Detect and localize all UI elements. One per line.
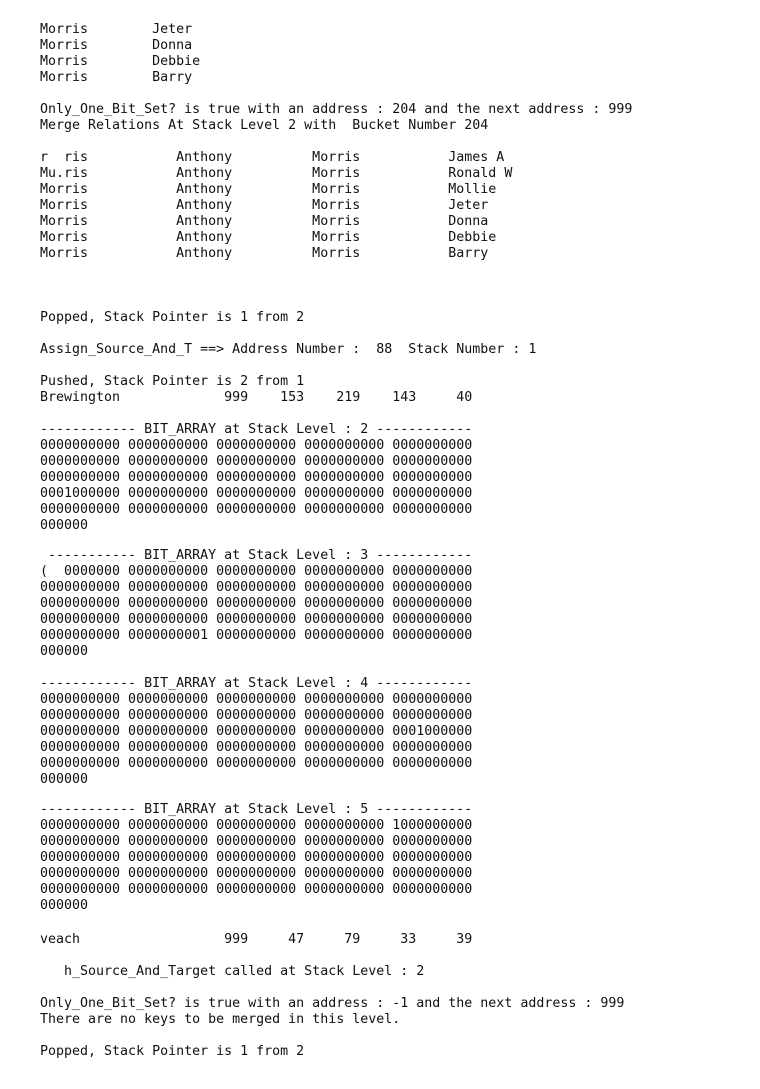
merged-row-3: Morris Anthony Morris Mollie bbox=[40, 182, 497, 197]
merged-row-2: Mu.ris Anthony Morris Ronald W bbox=[40, 166, 513, 181]
name-row-4: Morris Barry bbox=[40, 70, 193, 85]
record-brewington: Brewington 999 153 219 143 40 bbox=[40, 390, 473, 405]
merged-row-4: Morris Anthony Morris Jeter bbox=[40, 198, 489, 213]
bit-array-3-header: ----------- BIT_ARRAY at Stack Level : 3 ------------ bbox=[40, 548, 473, 563]
bit-array-5-row: 0000000000 0000000000 0000000000 0000000000 1000000000 bbox=[40, 818, 473, 833]
bit-array-3-row: 0000000000 0000000000 0000000000 0000000000 0000000000 bbox=[40, 580, 473, 595]
no-keys-message: There are no keys to be merged in this level. bbox=[40, 1012, 401, 1027]
bit-array-2-header: ------------ BIT_ARRAY at Stack Level : 2 ------------ bbox=[40, 422, 473, 437]
bit-array-5-row: 0000000000 0000000000 0000000000 0000000000 0000000000 bbox=[40, 866, 473, 881]
bit-array-4-header: ------------ BIT_ARRAY at Stack Level : 4 ------------ bbox=[40, 676, 473, 691]
bit-array-2-tail: 000000 bbox=[40, 518, 89, 533]
bit-set-message: Only_One_Bit_Set? is true with an address : 204 and the next address : 999 bbox=[40, 102, 633, 117]
bit-array-5-tail: 000000 bbox=[40, 898, 89, 913]
bit-array-5-row: 0000000000 0000000000 0000000000 0000000000 0000000000 bbox=[40, 850, 473, 865]
bit-array-4-row: 0000000000 0000000000 0000000000 0000000000 0000000000 bbox=[40, 692, 473, 707]
bit-array-2-row: 0000000000 0000000000 0000000000 0000000000 0000000000 bbox=[40, 438, 473, 453]
pushed-message: Pushed, Stack Pointer is 2 from 1 bbox=[40, 374, 305, 389]
bit-array-2-row: 0001000000 0000000000 0000000000 0000000000 0000000000 bbox=[40, 486, 473, 501]
merge-message: Merge Relations At Stack Level 2 with Bucket Number 204 bbox=[40, 118, 489, 133]
source-target-message: h_Source_And_Target called at Stack Level : 2 bbox=[40, 964, 425, 979]
bit-array-5-row: 0000000000 0000000000 0000000000 0000000000 0000000000 bbox=[40, 834, 473, 849]
bit-array-3-row: 0000000000 0000000000 0000000000 0000000000 0000000000 bbox=[40, 612, 473, 627]
popped-message-2: Popped, Stack Pointer is 1 from 2 bbox=[40, 1044, 305, 1059]
merged-row-7: Morris Anthony Morris Barry bbox=[40, 246, 489, 261]
name-row-1: Morris Jeter bbox=[40, 22, 193, 37]
bit-array-3-row: ( 0000000 0000000000 0000000000 0000000000 0000000000 bbox=[40, 564, 473, 579]
record-veach: veach 999 47 79 33 39 bbox=[40, 932, 473, 947]
name-row-3: Morris Debbie bbox=[40, 54, 201, 69]
bit-array-4-row: 0000000000 0000000000 0000000000 0000000000 0001000000 bbox=[40, 724, 473, 739]
bit-array-4-row: 0000000000 0000000000 0000000000 0000000000 0000000000 bbox=[40, 756, 473, 771]
bit-array-2-row: 0000000000 0000000000 0000000000 0000000000 0000000000 bbox=[40, 470, 473, 485]
merged-row-1: r ris Anthony Morris James A bbox=[40, 150, 505, 165]
merged-row-6: Morris Anthony Morris Debbie bbox=[40, 230, 497, 245]
bit-array-3-row: 0000000000 0000000000 0000000000 0000000000 0000000000 bbox=[40, 596, 473, 611]
merged-row-5: Morris Anthony Morris Donna bbox=[40, 214, 489, 229]
bit-array-3-row: 0000000000 0000000001 0000000000 0000000000 0000000000 bbox=[40, 628, 473, 643]
bit-set-message-2: Only_One_Bit_Set? is true with an address : -1 and the next address : 999 bbox=[40, 996, 625, 1011]
bit-array-5-header: ------------ BIT_ARRAY at Stack Level : 5 ------------ bbox=[40, 802, 473, 817]
name-row-2: Morris Donna bbox=[40, 38, 193, 53]
bit-array-4-row: 0000000000 0000000000 0000000000 0000000000 0000000000 bbox=[40, 708, 473, 723]
bit-array-2-row: 0000000000 0000000000 0000000000 0000000000 0000000000 bbox=[40, 454, 473, 469]
assign-message: Assign_Source_And_T ==> Address Number : 88 Stack Number : 1 bbox=[40, 342, 537, 357]
bit-array-2-row: 0000000000 0000000000 0000000000 0000000000 0000000000 bbox=[40, 502, 473, 517]
bit-array-4-row: 0000000000 0000000000 0000000000 0000000000 0000000000 bbox=[40, 740, 473, 755]
bit-array-5-row: 0000000000 0000000000 0000000000 0000000000 0000000000 bbox=[40, 882, 473, 897]
popped-message: Popped, Stack Pointer is 1 from 2 bbox=[40, 310, 305, 325]
bit-array-3-tail: 000000 bbox=[40, 644, 89, 659]
bit-array-4-tail: 000000 bbox=[40, 772, 89, 787]
